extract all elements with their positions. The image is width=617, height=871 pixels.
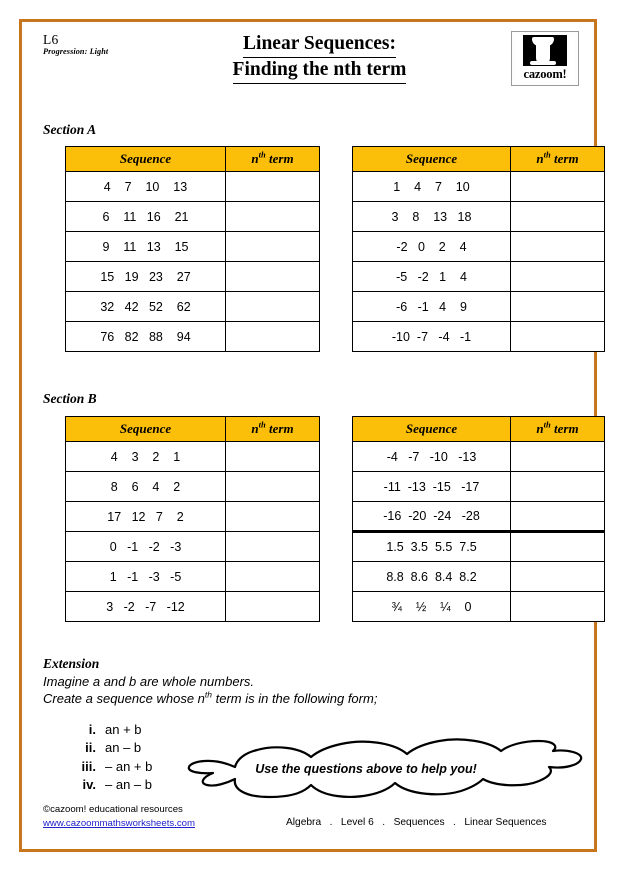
answer-cell[interactable] xyxy=(226,502,320,532)
column-header-nth-term: $n^{th}$ term xyxy=(511,147,605,172)
page-title-line-1: Linear Sequences: xyxy=(243,32,396,58)
page-title-line-2: Finding the nth term xyxy=(233,58,407,84)
list-item-number: iii. xyxy=(81,758,96,774)
progression-label: Progression: Light xyxy=(43,47,109,57)
answer-cell[interactable] xyxy=(511,232,605,262)
answer-cell[interactable] xyxy=(226,202,320,232)
sequence-cell: 3 -2 -7 -12 xyxy=(66,592,226,622)
section-a-label: Section A xyxy=(43,122,97,137)
sequence-cell: 8.8 8.6 8.4 8.2 xyxy=(353,562,511,592)
list-item-number: ii. xyxy=(85,740,96,756)
table-row xyxy=(66,202,320,232)
sequence-cell: 15 19 23 27 xyxy=(66,262,226,292)
table-row xyxy=(66,172,320,202)
table-row xyxy=(66,442,320,472)
sequence-table-b1 xyxy=(65,416,320,622)
column-header-nth-term: $n^{th}$ term xyxy=(226,417,320,442)
page-title xyxy=(142,32,497,84)
sequence-cell: 6 11 16 21 xyxy=(66,202,226,232)
sequence-cell: 1.5 3.5 5.5 7.5 xyxy=(353,532,511,562)
table-row xyxy=(66,472,320,502)
list-item-formula: an – b xyxy=(105,740,142,756)
table-row xyxy=(66,232,320,262)
answer-cell[interactable] xyxy=(226,232,320,262)
table-row xyxy=(353,232,605,262)
answer-cell[interactable] xyxy=(226,322,320,352)
worksheet-footer xyxy=(22,803,594,837)
answer-cell[interactable] xyxy=(511,292,605,322)
answer-cell[interactable] xyxy=(226,262,320,292)
table-row xyxy=(66,592,320,622)
list-item-formula: – an – b xyxy=(105,777,152,793)
column-header-nth-term: $n^{th}$ term xyxy=(226,147,320,172)
column-header-nth-term: $n^{th}$ term xyxy=(511,417,605,442)
sequence-cell: -5 -2 1 4 xyxy=(353,262,511,292)
footer-breadcrumb: Algebra . Level 6 . Sequences . Linear Sequences xyxy=(286,817,547,828)
table-header-row xyxy=(353,417,605,442)
sequence-cell: -10 -7 -4 -1 xyxy=(353,322,511,352)
column-header-sequence: Sequence xyxy=(353,417,511,442)
answer-cell[interactable] xyxy=(226,592,320,622)
table-header-row xyxy=(66,417,320,442)
answer-cell[interactable] xyxy=(511,472,605,502)
table-header-row xyxy=(353,147,605,172)
answer-cell[interactable] xyxy=(226,562,320,592)
list-item-formula: – an + b xyxy=(105,758,153,774)
table-row xyxy=(66,292,320,322)
extension-line-2 xyxy=(43,690,583,707)
table-row xyxy=(353,172,605,202)
answer-cell[interactable] xyxy=(511,442,605,472)
hint-speech-bubble xyxy=(183,737,588,805)
table-row xyxy=(353,262,605,292)
table-row xyxy=(66,562,320,592)
sequence-cell: -2 0 2 4 xyxy=(353,232,511,262)
extension-line-2-before: Create a sequence whose n xyxy=(43,691,205,707)
answer-cell[interactable] xyxy=(511,262,605,292)
table-row xyxy=(66,532,320,562)
worksheet-header xyxy=(22,22,594,104)
sequence-cell: 3 8 13 18 xyxy=(353,202,511,232)
answer-cell[interactable] xyxy=(226,442,320,472)
worksheet-page xyxy=(19,19,597,852)
table-row xyxy=(66,262,320,292)
goblet-icon xyxy=(536,37,550,64)
footer-copyright: ©cazoom! educational resources xyxy=(43,804,183,815)
level-code: L6 xyxy=(43,32,59,47)
table-row xyxy=(353,472,605,502)
sequence-table-b2 xyxy=(352,416,605,622)
extension-section xyxy=(43,656,583,793)
answer-cell[interactable] xyxy=(226,172,320,202)
logo-black-square xyxy=(523,35,567,66)
answer-cell[interactable] xyxy=(511,202,605,232)
list-item-number: iv. xyxy=(82,777,96,793)
answer-cell[interactable] xyxy=(226,472,320,502)
footer-website-link[interactable]: www.cazoommathsworksheets.com xyxy=(43,817,195,829)
logo-wordmark: cazoom! xyxy=(523,67,567,81)
column-header-sequence: Sequence xyxy=(66,147,226,172)
column-header-sequence: Sequence xyxy=(66,417,226,442)
sequence-cell: -6 -1 4 9 xyxy=(353,292,511,322)
level-badge xyxy=(43,33,108,57)
answer-cell[interactable] xyxy=(511,532,605,562)
column-header-sequence: Sequence xyxy=(353,147,511,172)
table-row xyxy=(353,502,605,532)
sequence-cell: -11 -13 -15 -17 xyxy=(353,472,511,502)
cazoom-logo xyxy=(511,31,579,86)
extension-superscript-th: th xyxy=(204,689,212,700)
table-row xyxy=(353,202,605,232)
worksheet-inner xyxy=(22,22,594,849)
sequence-cell: 4 7 10 13 xyxy=(66,172,226,202)
answer-cell[interactable] xyxy=(226,532,320,562)
table-row xyxy=(353,442,605,472)
sequence-table-a2 xyxy=(352,146,605,352)
sequence-cell: 8 6 4 2 xyxy=(66,472,226,502)
footer-copyright-block xyxy=(43,803,195,831)
sequence-cell: -4 -7 -10 -13 xyxy=(353,442,511,472)
sequence-cell: 9 11 13 15 xyxy=(66,232,226,262)
list-item-formula: an + b xyxy=(105,722,142,737)
logo-inner xyxy=(515,35,575,82)
extension-line-2-after: term is in the following form; xyxy=(211,691,378,707)
hint-text: Use the questions above to help you! xyxy=(255,762,477,776)
answer-cell[interactable] xyxy=(511,502,605,532)
table-row xyxy=(353,532,605,562)
list-item-number: i. xyxy=(88,722,96,737)
sequence-table-a1 xyxy=(65,146,320,352)
sequence-cell: 1 4 7 10 xyxy=(353,172,511,202)
table-row xyxy=(353,292,605,322)
answer-cell[interactable] xyxy=(226,292,320,322)
sequence-cell: 0 -1 -2 -3 xyxy=(66,532,226,562)
sequence-cell: -16 -20 -24 -28 xyxy=(353,502,511,532)
sequence-cell: 17 12 7 2 xyxy=(66,502,226,532)
section-b-label: Section B xyxy=(43,391,97,406)
table-row xyxy=(353,562,605,592)
answer-cell[interactable] xyxy=(511,172,605,202)
table-row xyxy=(66,322,320,352)
sequence-cell: 4 3 2 1 xyxy=(66,442,226,472)
table-row xyxy=(353,592,605,622)
sequence-cell: 1 -1 -3 -5 xyxy=(66,562,226,592)
answer-cell[interactable] xyxy=(511,562,605,592)
extension-line-1: Imagine a and b are whole numbers. xyxy=(43,674,255,689)
sequence-cell: 32 42 52 62 xyxy=(66,292,226,322)
extension-heading: Extension xyxy=(43,656,100,671)
answer-cell[interactable] xyxy=(511,322,605,352)
sequence-cell: ¾ ½ ¼ 0 xyxy=(353,592,511,622)
table-row xyxy=(66,502,320,532)
answer-cell[interactable] xyxy=(511,592,605,622)
table-row xyxy=(353,322,605,352)
sequence-cell: 76 82 88 94 xyxy=(66,322,226,352)
table-header-row xyxy=(66,147,320,172)
